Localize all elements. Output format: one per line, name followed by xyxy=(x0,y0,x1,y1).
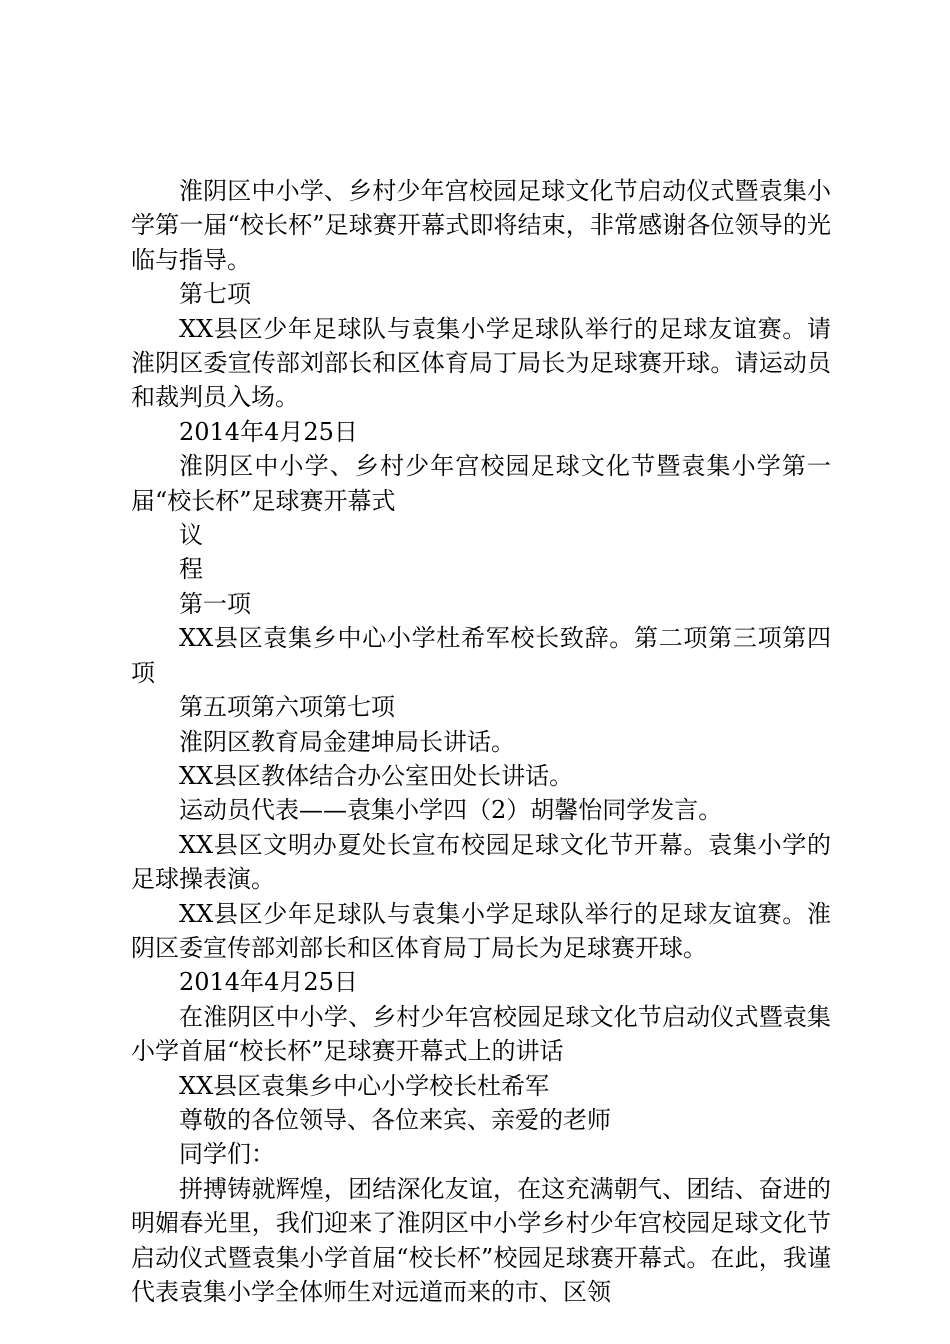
speech-body-paragraph: 拼搏铸就辉煌，团结深化友谊，在这充满朝气、团结、奋进的明媚春光里，我们迎来了淮阴区中小学乡村少年宫校园足球文化节启动仪式暨袁集小学首届“校长杯”校园足球赛开幕式。在此，我谨代表袁集小学全体师生对远道而来的市、区领 xyxy=(131,1174,831,1306)
salutation: 尊敬的各位领导、各位来宾、亲爱的老师 xyxy=(179,1105,611,1134)
item-seven-heading: 第七项 xyxy=(179,280,251,309)
item-one-heading: 第一项 xyxy=(179,589,251,618)
agenda-heading-char-2: 程 xyxy=(179,555,203,584)
items-five-to-seven: 第五项第六项第七项 xyxy=(179,693,395,722)
agenda-line: XX县区少年足球队与袁集小学足球队举行的足球友谊赛。淮阴区委宣传部刘部长和区体育局丁局长为足球赛开球。 xyxy=(131,899,831,962)
salutation-continued: 同学们： xyxy=(179,1140,275,1169)
date-line: 2014年4月25日 xyxy=(179,417,358,446)
speech-title: 在淮阴区中小学、乡村少年宫校园足球文化节启动仪式暨袁集小学首届“校长杯”足球赛开幕式上的讲话 xyxy=(131,1002,831,1066)
agenda-line: XX县区教体结合办公室田处长讲话。 xyxy=(179,761,574,790)
closing-paragraph: 淮阴区中小学、乡村少年宫校园足球文化节启动仪式暨袁集小学第一届“校长杯”足球赛开幕式即将结束，非常感谢各位领导的光临与指导。 xyxy=(131,177,831,274)
item-seven-paragraph: XX县区少年足球队与袁集小学足球队举行的足球友谊赛。请淮阴区委宣传部刘部长和区体育局丁局长为足球赛开球。请运动员和裁判员入场。 xyxy=(131,314,831,412)
agenda-line: 运动员代表——袁集小学四（2）胡馨怡同学发言。 xyxy=(179,796,723,825)
agenda-title: 淮阴区中小学、乡村少年宫校园足球文化节暨袁集小学第一届“校长杯”足球赛开幕式 xyxy=(131,452,831,515)
agenda-heading-char-1: 议 xyxy=(179,521,203,550)
agenda-line: 淮阴区教育局金建坤局长讲话。 xyxy=(179,727,515,756)
item-one-paragraph: XX县区袁集乡中心小学杜希军校长致辞。第二项第三项第四项 xyxy=(131,624,831,687)
document-page xyxy=(131,174,831,1309)
agenda-line: XX县区文明办夏处长宣布校园足球文化节开幕。袁集小学的足球操表演。 xyxy=(131,830,831,894)
speaker-line: XX县区袁集乡中心小学校长杜希军 xyxy=(179,1071,550,1100)
date-line: 2014年4月25日 xyxy=(179,968,358,997)
